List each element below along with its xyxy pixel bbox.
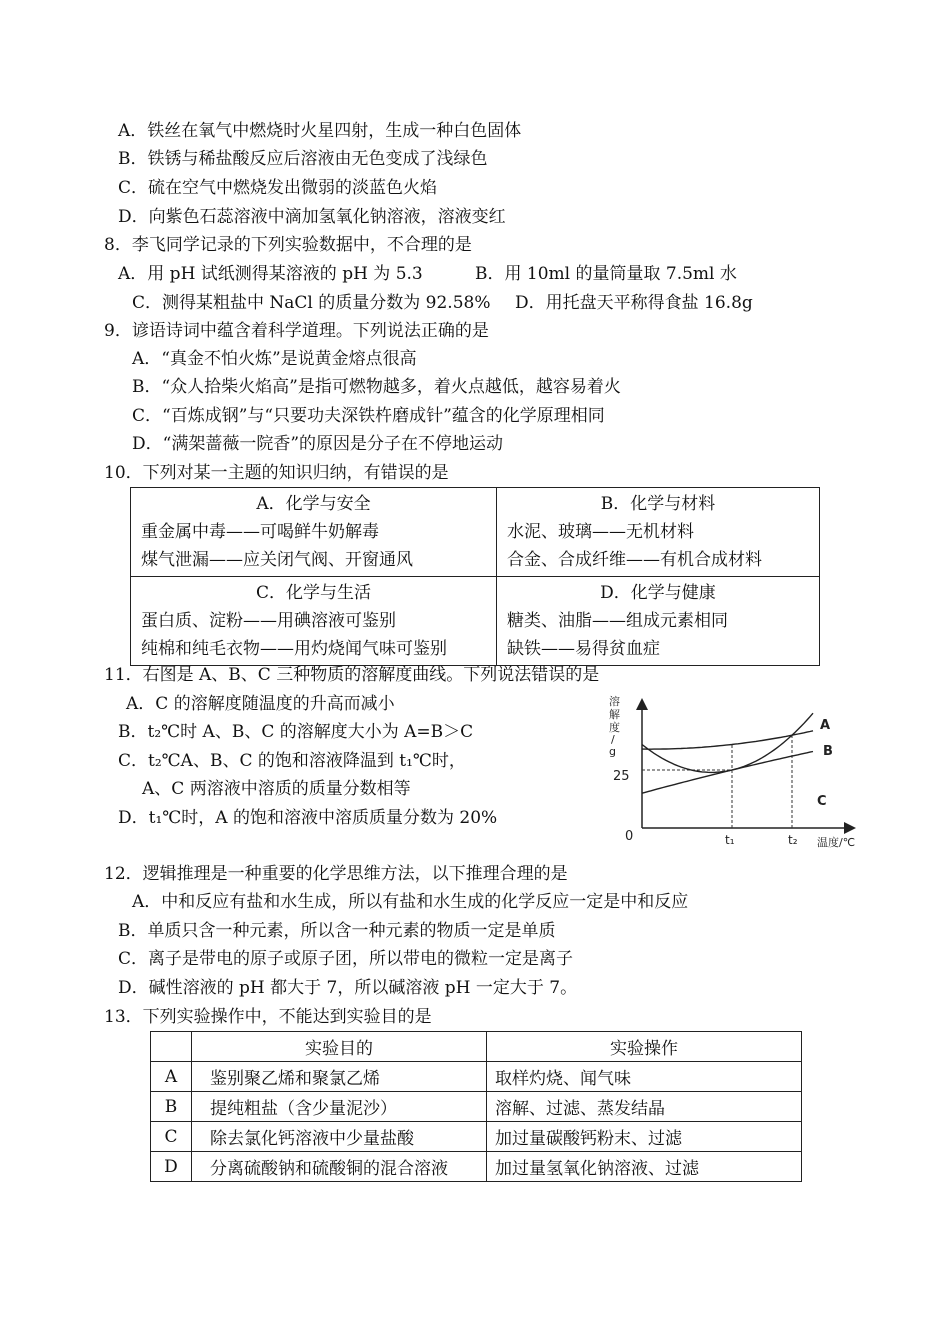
q8-option-b: B．用 10ml 的量筒量取 7.5ml 水 xyxy=(475,264,737,284)
q7-option-a: A．铁丝在氧气中燃烧时火星四射，生成一种白色固体 xyxy=(118,121,522,141)
q13-row-a-operation: 取样灼烧、闻气味 xyxy=(487,1062,802,1092)
q8-option-d: D．用托盘天平称得食盐 16.8g xyxy=(515,293,753,313)
y-axis-label-1: 溶 xyxy=(609,695,620,708)
q8-stem: 8．李飞同学记录的下列实验数据中，不合理的是 xyxy=(104,235,472,255)
q9-option-c: C．“百炼成钢”与“只要功夫深铁杵磨成针”蕴含的化学原理相同 xyxy=(132,406,605,426)
q11-option-c-line2: A、C 两溶液中溶质的质量分数相等 xyxy=(142,779,411,799)
q9-option-d: D．“满架蔷薇一院香”的原因是分子在不停地运动 xyxy=(132,434,504,454)
q10-cell-c-line2: 纯棉和纯毛衣物——用灼烧闻气味可鉴别 xyxy=(141,639,447,659)
q10-cell-b-line1: 水泥、玻璃——无机材料 xyxy=(507,522,694,542)
q7-option-b: B．铁锈与稀盐酸反应后溶液由无色变成了浅绿色 xyxy=(118,149,488,169)
q10-cell-d xyxy=(497,577,820,666)
curve-a-label: A xyxy=(820,718,831,733)
q13-row-b-purpose: 提纯粗盐（含少量泥沙） xyxy=(192,1092,487,1122)
q8-option-c: C．测得某粗盐中 NaCl 的质量分数为 92.58% xyxy=(132,293,491,313)
q11-option-a: A．C 的溶解度随温度的升高而减小 xyxy=(126,694,395,714)
q13-header-blank xyxy=(151,1032,192,1062)
q10-cell-a-line1: 重金属中毒——可喝鲜牛奶解毒 xyxy=(141,522,379,542)
q10-cell-b xyxy=(497,488,820,577)
y-tick-25: 25 xyxy=(613,769,630,784)
q10-cell-c xyxy=(131,577,497,666)
x-axis-label: 温度/℃ xyxy=(817,836,856,849)
table-row xyxy=(151,1152,802,1182)
x-tick-t2: t₂ xyxy=(788,833,798,847)
q13-row-a-label: A xyxy=(151,1062,192,1092)
curve-c-label: C xyxy=(817,794,827,809)
q10-stem: 10．下列对某一主题的知识归纳，有错误的是 xyxy=(104,463,449,483)
curve-b-label: B xyxy=(823,744,833,759)
y-axis-label-3: 度 xyxy=(609,721,620,734)
q10-cell-c-title: C．化学与生活 xyxy=(255,583,371,603)
q9-option-a: A．“真金不怕火炼”是说黄金熔点很高 xyxy=(132,349,417,369)
table-row xyxy=(151,1092,802,1122)
y-axis-label-4: / xyxy=(611,733,615,746)
origin-label: 0 xyxy=(625,829,634,844)
q10-cell-c-line1: 蛋白质、淀粉——用碘溶液可鉴别 xyxy=(141,611,396,631)
q11-option-c-line1: C．t₂℃A、B、C 的饱和溶液降温到 t₁℃时， xyxy=(118,751,466,771)
q9-option-b: B．“众人拾柴火焰高”是指可燃物越多，着火点越低，越容易着火 xyxy=(132,377,621,397)
q13-row-c-purpose: 除去氯化钙溶液中少量盐酸 xyxy=(192,1122,487,1152)
q13-row-d-purpose: 分离硫酸钠和硫酸铜的混合溶液 xyxy=(192,1152,487,1182)
q12-option-a: A．中和反应有盐和水生成，所以有盐和水生成的化学反应一定是中和反应 xyxy=(132,892,689,912)
table-row xyxy=(151,1062,802,1092)
q10-cell-a xyxy=(131,488,497,577)
y-axis-label-5: g xyxy=(609,745,616,758)
q10-cell-a-title: A．化学与安全 xyxy=(256,494,371,514)
q10-cell-d-line1: 糖类、油脂——组成元素相同 xyxy=(507,611,728,631)
q13-row-c-label: C xyxy=(151,1122,192,1152)
q12-option-d: D．碱性溶液的 pH 都大于 7，所以碱溶液 pH 一定大于 7。 xyxy=(118,978,578,998)
table-row xyxy=(151,1122,802,1152)
q12-option-b: B．单质只含一种元素，所以含一种元素的物质一定是单质 xyxy=(118,921,556,941)
q10-cell-b-line2: 合金、合成纤维——有机合成材料 xyxy=(507,550,762,570)
curve-a xyxy=(642,713,813,772)
q13-row-d-operation: 加过量氢氧化钠溶液、过滤 xyxy=(487,1152,802,1182)
q13-row-a-purpose: 鉴别聚乙烯和聚氯乙烯 xyxy=(192,1062,487,1092)
q13-header-row xyxy=(151,1032,802,1062)
q13-table xyxy=(150,1031,802,1182)
q11-option-b: B．t₂℃时 A、B、C 的溶解度大小为 A=B＞C xyxy=(118,722,474,742)
q10-cell-b-title: B．化学与材料 xyxy=(600,494,716,514)
q13-header-purpose: 实验目的 xyxy=(192,1032,487,1062)
solubility-curve-chart xyxy=(605,692,875,852)
q11-option-d: D．t₁℃时，A 的饱和溶液中溶质质量分数为 20% xyxy=(118,808,498,828)
y-axis-label-2: 解 xyxy=(609,708,620,721)
q10-table xyxy=(130,487,820,666)
curve-c xyxy=(642,752,813,794)
q10-cell-d-title: D．化学与健康 xyxy=(600,583,716,603)
q13-row-c-operation: 加过量碳酸钙粉末、过滤 xyxy=(487,1122,802,1152)
q8-option-a: A．用 pH 试纸测得某溶液的 pH 为 5.3 xyxy=(118,264,423,284)
q10-cell-d-line2: 缺铁——易得贫血症 xyxy=(507,639,660,659)
q13-header-operation: 实验操作 xyxy=(487,1032,802,1062)
q7-option-d: D．向紫色石蕊溶液中滴加氢氧化钠溶液，溶液变红 xyxy=(118,207,506,227)
x-tick-t1: t₁ xyxy=(725,833,735,847)
q12-option-c: C．离子是带电的原子或原子团，所以带电的微粒一定是离子 xyxy=(118,949,574,969)
q10-cell-a-line2: 煤气泄漏——应关闭气阀、开窗通风 xyxy=(141,550,413,570)
q13-row-b-operation: 溶解、过滤、蒸发结晶 xyxy=(487,1092,802,1122)
q13-row-d-label: D xyxy=(151,1152,192,1182)
q7-option-c: C．硫在空气中燃烧发出微弱的淡蓝色火焰 xyxy=(118,178,438,198)
q13-stem: 13．下列实验操作中，不能达到实验目的是 xyxy=(104,1007,432,1027)
q9-stem: 9．谚语诗词中蕴含着科学道理。下列说法正确的是 xyxy=(104,321,489,341)
q11-stem: 11．右图是 A、B、C 三种物质的溶解度曲线。下列说法错误的是 xyxy=(104,665,600,685)
q13-row-b-label: B xyxy=(151,1092,192,1122)
q12-stem: 12．逻辑推理是一种重要的化学思维方法，以下推理合理的是 xyxy=(104,864,568,884)
